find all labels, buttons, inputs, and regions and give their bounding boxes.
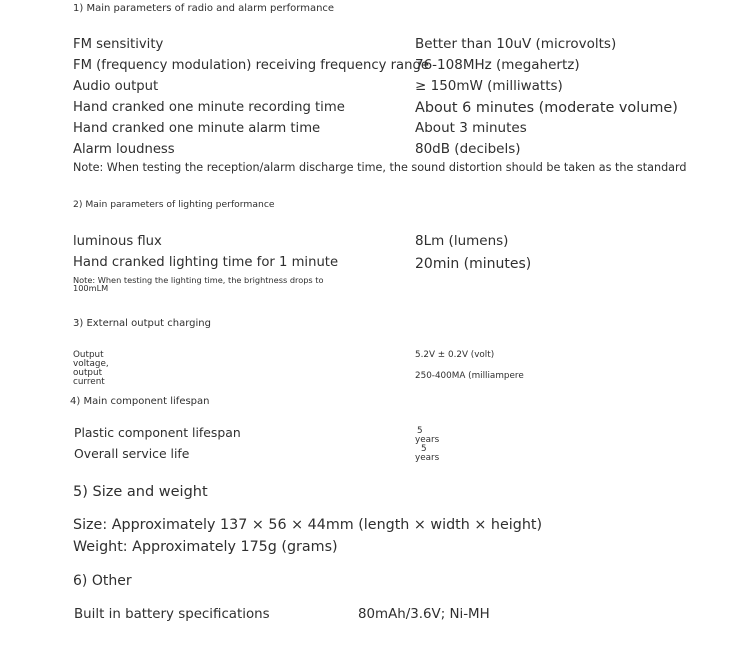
spec-value-fm-range: 76-108MHz (megahertz) <box>415 57 580 73</box>
section-2-note-line-2: 100mLM <box>73 283 109 293</box>
spec-label-fm-range: FM (frequency modulation) receiving frequency range <box>73 58 429 73</box>
spec-value-lighting-time: 20min (minutes) <box>415 256 532 272</box>
battery-value: 80mAh/3.6V; Ni-MH <box>358 607 490 622</box>
section-2-heading: 2) Main parameters of lighting performance <box>73 199 275 210</box>
section-5-heading: 5) Size and weight <box>73 484 208 500</box>
lifespan-value-plastic-num: 5 <box>417 426 423 436</box>
spec-value-recording-time: About 6 minutes (moderate volume) <box>415 100 678 116</box>
spec-label-lighting-time: Hand cranked lighting time for 1 minute <box>73 255 339 270</box>
spec-label-alarm-loudness: Alarm loudness <box>73 142 175 157</box>
section-6-heading: 6) Other <box>73 573 132 589</box>
lifespan-label-overall: Overall service life <box>74 446 190 461</box>
spec-value-audio-output: ≥ 150mW (milliwatts) <box>415 78 563 94</box>
output-label-line-3: output <box>73 368 103 378</box>
lifespan-value-overall-unit: years <box>415 453 440 463</box>
section-2-note-line-1: Note: When testing the lighting time, the brightness drops to <box>73 275 324 285</box>
output-voltage-value: 5.2V ± 0.2V (volt) <box>415 350 495 360</box>
spec-value-alarm-time: About 3 minutes <box>415 120 527 136</box>
spec-label-alarm-time: Hand cranked one minute alarm time <box>73 121 321 136</box>
spec-label-luminous-flux: luminous flux <box>73 234 162 249</box>
battery-label: Built in battery specifications <box>74 607 270 622</box>
output-label-line-1: Output <box>73 350 104 360</box>
spec-label-fm-sensitivity: FM sensitivity <box>73 37 164 52</box>
spec-label-audio-output: Audio output <box>73 79 159 94</box>
section-3-heading: 3) External output charging <box>73 318 211 329</box>
lifespan-value-overall-num: 5 <box>421 444 427 454</box>
section-1-heading: 1) Main parameters of radio and alarm performance <box>73 3 335 14</box>
spec-value-fm-sensitivity: Better than 10uV (microvolts) <box>415 36 617 52</box>
section-4-heading: 4) Main component lifespan <box>70 396 210 407</box>
output-current-value: 250-400MA (milliampere <box>415 371 524 381</box>
spec-value-luminous-flux: 8Lm (lumens) <box>415 233 509 249</box>
output-label-line-2: voltage, <box>73 359 109 369</box>
size-line: Size: Approximately 137 × 56 × 44mm (length × width × height) <box>73 517 543 533</box>
output-label-line-4: current <box>73 377 105 387</box>
spec-value-alarm-loudness: 80dB (decibels) <box>415 141 521 157</box>
lifespan-label-plastic: Plastic component lifespan <box>74 425 241 440</box>
section-1-note: Note: When testing the reception/alarm discharge time, the sound distortion should be taken as the standard <box>73 161 687 174</box>
spec-label-recording-time: Hand cranked one minute recording time <box>73 100 345 115</box>
weight-line: Weight: Approximately 175g (grams) <box>73 539 338 555</box>
lifespan-value-plastic-unit: years <box>415 435 440 445</box>
